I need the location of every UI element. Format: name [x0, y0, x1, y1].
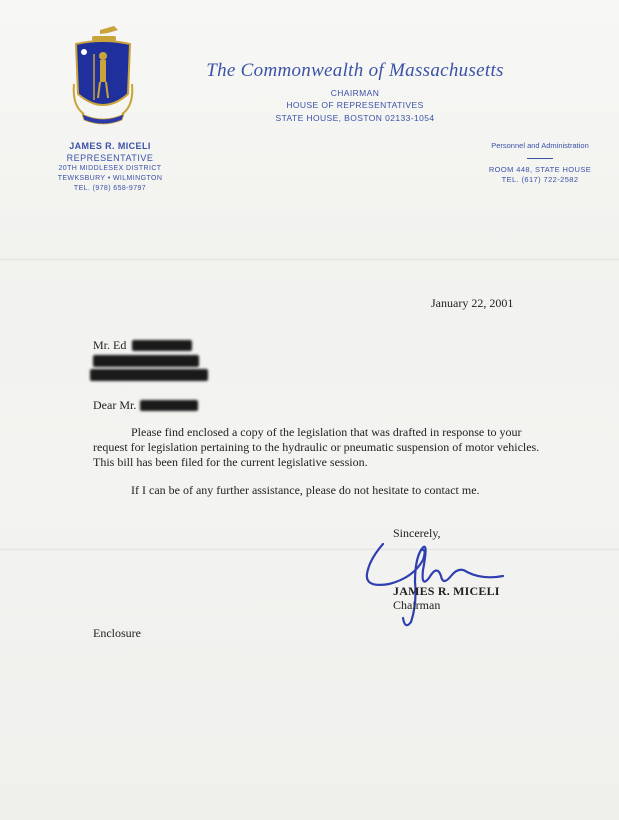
representative-name: JAMES R. MICELI [69, 141, 151, 151]
committee-name: Personnel and Administration [491, 141, 589, 150]
salutation: Dear Mr. [93, 398, 137, 412]
house-heading: HOUSE OF REPRESENTATIVES [286, 100, 424, 110]
paper-fold [0, 258, 619, 261]
office-phone: TEL. (617) 722-2582 [501, 175, 579, 184]
redaction-mark [90, 369, 208, 381]
chairman-heading: CHAIRMAN [330, 88, 380, 98]
recipient-name: Mr. Ed [93, 338, 127, 352]
committee-block [475, 141, 605, 185]
commonwealth-title: The Commonwealth of Massachusetts [206, 60, 504, 81]
district: 20TH MIDDLESEX DISTRICT [58, 165, 162, 172]
redaction-mark [93, 355, 199, 367]
redaction-mark [140, 400, 198, 411]
signer-name: JAMES R. MICELI [393, 584, 500, 598]
enclosure-note: Enclosure [93, 626, 141, 640]
paper-fold [0, 548, 619, 551]
signer-title: Chairman [393, 598, 441, 612]
state-seal-icon [70, 24, 136, 130]
body-paragraph-1: Please find enclosed a copy of the legislation that was drafted in response to your request for legislation pertaining to the hydraulic or pneumatic suspension of motor vehicles. This bill has been filed for the current legislative session. [93, 425, 540, 469]
towns: TEWKSBURY • WILMINGTON [57, 175, 163, 182]
office-room: ROOM 448, STATE HOUSE [488, 165, 592, 174]
closing: Sincerely, [393, 526, 441, 540]
address-heading: STATE HOUSE, BOSTON 02133-1054 [275, 113, 435, 123]
divider [527, 158, 553, 159]
district-phone: TEL. (978) 658-9797 [73, 185, 147, 192]
handwritten-signature [363, 530, 513, 630]
letter-date: January 22, 2001 [431, 296, 514, 310]
representative-block [40, 140, 180, 194]
redaction-mark [132, 340, 192, 351]
body-paragraph-2: If I can be of any further assistance, please do not hesitate to contact me. [131, 483, 480, 497]
representative-role: REPRESENTATIVE [66, 153, 154, 163]
